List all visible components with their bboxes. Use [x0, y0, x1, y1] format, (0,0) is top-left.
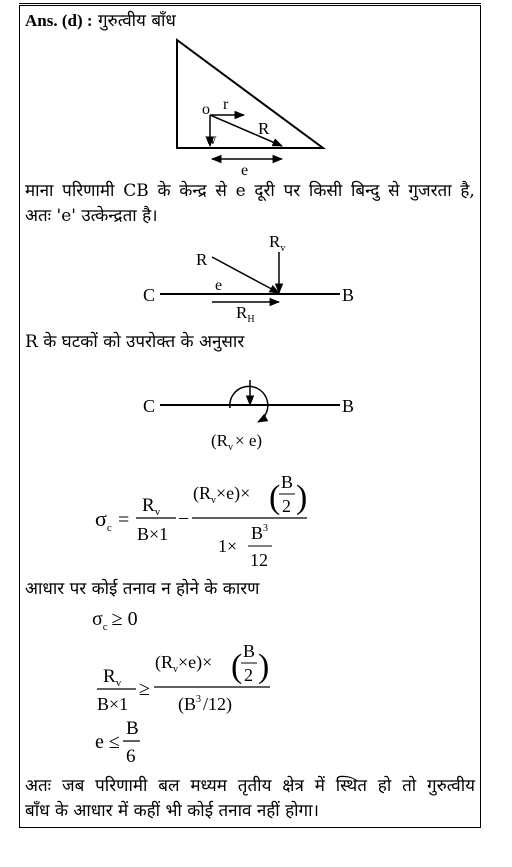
minus: −	[178, 508, 190, 530]
paragraph-1-word: है,	[460, 181, 475, 201]
limit-denominator: 6	[126, 746, 136, 767]
label-o: o	[202, 101, 210, 118]
label-C: C	[143, 396, 156, 416]
conclusion-word: में	[314, 776, 325, 796]
paren-numerator: B	[281, 472, 294, 492]
moment-label: $(R_v \times e)$	[211, 431, 263, 453]
conclusion-word: बल	[158, 776, 180, 796]
f1-denominator-3: B×1	[97, 694, 129, 714]
paragraph-1-word: CB	[123, 181, 149, 201]
label-r: r	[223, 96, 229, 113]
conclusion-word: क्षेत्र	[282, 776, 304, 796]
sigma-c-2: $\sigma_c \ge 0$	[92, 608, 138, 633]
label-C: C	[143, 285, 156, 305]
paragraph-1-word: गुजरता	[408, 181, 452, 201]
paren-left: (	[269, 479, 281, 516]
label-R: R	[258, 119, 270, 138]
paragraph-1-word: परिणामी	[62, 181, 115, 201]
f2-denominator-3: ($B^3$ /12)	[178, 694, 232, 714]
paragraph-1-word: से	[388, 181, 400, 201]
conclusion-word: तो	[402, 776, 417, 796]
paragraph-1-word: e	[235, 181, 246, 201]
conclusion-word: तृतीय	[237, 776, 272, 796]
topic-title: गुरुत्वीय बाँध	[97, 11, 176, 31]
conclusion-word: गुरुत्वीय	[427, 776, 475, 796]
paren-denominator-3: 2	[244, 665, 253, 685]
f2-den-numerator: $B^3$	[251, 523, 269, 543]
conclusion-word: स्थित	[335, 776, 367, 796]
label-w: w	[205, 131, 217, 148]
components-line: R के घटकों को उपरोक्त के अनुसार	[25, 332, 245, 352]
paragraph-1-word: के	[157, 181, 171, 201]
conclusion-line-2: बाँध के आधार में कहीं भी कोई तनाव नहीं होगा।	[25, 801, 319, 821]
f2-den-denominator: 12	[250, 550, 268, 570]
f2-numerator-3: $(R_v\times e)\times$	[155, 652, 213, 675]
f2-den-prefix: 1×	[218, 536, 238, 556]
paren-left-3: (	[231, 648, 243, 685]
paragraph-1-word: पर	[283, 181, 301, 201]
paren-numerator-3: B	[243, 641, 256, 661]
paragraph-1-word: दूरी	[254, 181, 275, 201]
paragraph-1-word: केन्द्र	[179, 181, 207, 201]
paren-right-3: )	[258, 648, 270, 685]
conclusion-word: मध्यम	[190, 776, 227, 796]
conclusion-word: जब	[61, 776, 85, 796]
f1-numerator: $R_v$	[142, 495, 161, 518]
label-e: e	[215, 277, 223, 294]
label-R: R	[196, 250, 208, 269]
label-B: B	[342, 285, 355, 305]
conclusion-word: परिणामी	[95, 776, 148, 796]
f1-denominator: B×1	[137, 524, 169, 544]
paragraph-1-word: माना	[25, 181, 54, 201]
conclusion-line-1	[25, 775, 475, 797]
geq: ≥	[139, 678, 150, 700]
paragraph-1-word: किसी	[308, 181, 343, 201]
label-Rv: $R_v$	[269, 232, 286, 254]
paren-right: )	[296, 479, 308, 516]
conclusion-word: अतः	[25, 776, 52, 796]
f1-numerator-3: $R_v$	[103, 666, 122, 689]
paragraph-1-word: से	[215, 181, 227, 201]
limit-numerator: B	[126, 718, 139, 739]
paragraph-1-line-2: अतः 'e' उत्केन्द्रता है।	[25, 206, 158, 226]
sigma-c: $\sigma_c$	[95, 506, 112, 534]
label-e: e	[241, 162, 249, 179]
f2-numerator: $(R_v\times e)\times$	[193, 483, 251, 506]
equals: =	[118, 509, 130, 531]
e-leq: e ≤	[95, 731, 120, 753]
label-B: B	[342, 396, 355, 416]
paren-denominator: 2	[282, 496, 291, 516]
conclusion-word: हो	[377, 776, 392, 796]
label-RH: $R_H$	[236, 303, 255, 325]
answer-label: Ans. (d) :	[25, 11, 93, 30]
no-tension-line: आधार पर कोई तनाव न होने के कारण	[25, 579, 260, 599]
paragraph-1-word: बिन्दु	[351, 181, 380, 201]
